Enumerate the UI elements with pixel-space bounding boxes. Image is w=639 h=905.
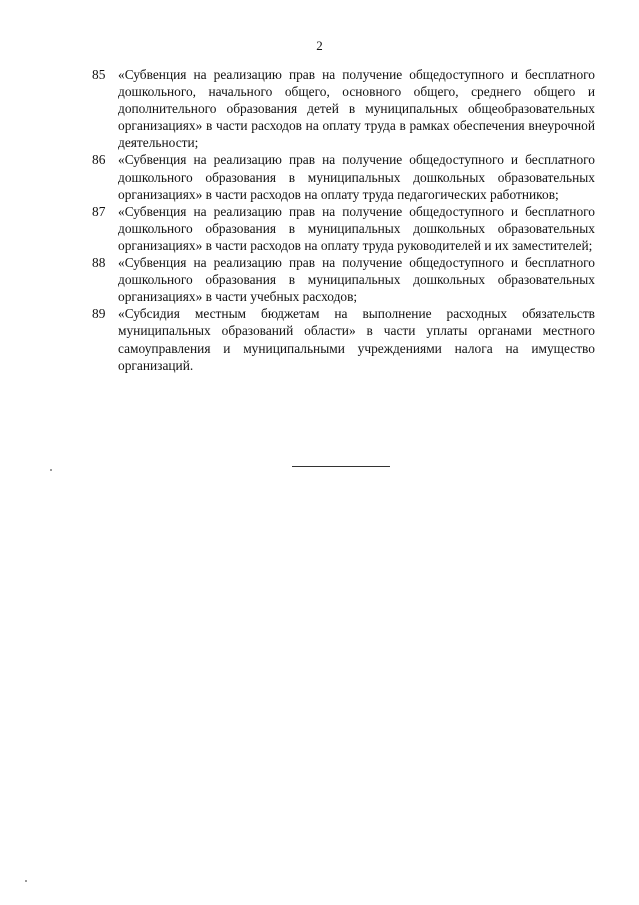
item-list — [92, 66, 595, 374]
item-number: 86 — [92, 152, 106, 168]
end-divider — [292, 466, 390, 467]
item-text: «Субсидия местным бюджетам на выполнение расходных обязательств муниципальных образований области» в части уплаты органами местного самоуправления и муниципальными учреждениями налога на имущество организаций. — [118, 306, 595, 373]
scan-speck — [50, 469, 52, 471]
item-number: 85 — [92, 67, 106, 82]
item-text: «Субвенция на реализацию прав на получение общедоступного и бесплатного дошкольного образования в муниципальных дошкольных образовательных организациях» в части расходов на оплату труда руководителей и их заместителей; — [118, 203, 595, 253]
item-number: 88 — [92, 255, 106, 271]
scan-speck — [25, 880, 27, 882]
page-number: 2 — [316, 38, 323, 53]
list-item-89 — [92, 305, 595, 373]
list-item-88 — [92, 254, 595, 305]
item-number: 89 — [92, 306, 106, 322]
list-item-85 — [92, 66, 595, 151]
list-item-86 — [92, 151, 595, 202]
list-item-87 — [92, 203, 595, 254]
item-text: «Субвенция на реализацию прав на получение общедоступного и бесплатного дошкольного образования в муниципальных дошкольных образовательных организациях» в части учебных расходов; — [118, 255, 595, 305]
item-text: «Субвенция на реализацию прав на получение общедоступного и бесплатного дошкольного, начального общего, основного общего, среднего общего и дополнительного образования детей в муниципальных общеобразовательных организациях» в части расходов на оплату труда в рамках обеспечения внеурочной деятельности; — [118, 67, 595, 151]
item-text: «Субвенция на реализацию прав на получение общедоступного и бесплатного дошкольного образования в муниципальных дошкольных образовательных организациях» в части расходов на оплату труда педагогических работников; — [118, 152, 595, 202]
item-number: 87 — [92, 203, 106, 219]
